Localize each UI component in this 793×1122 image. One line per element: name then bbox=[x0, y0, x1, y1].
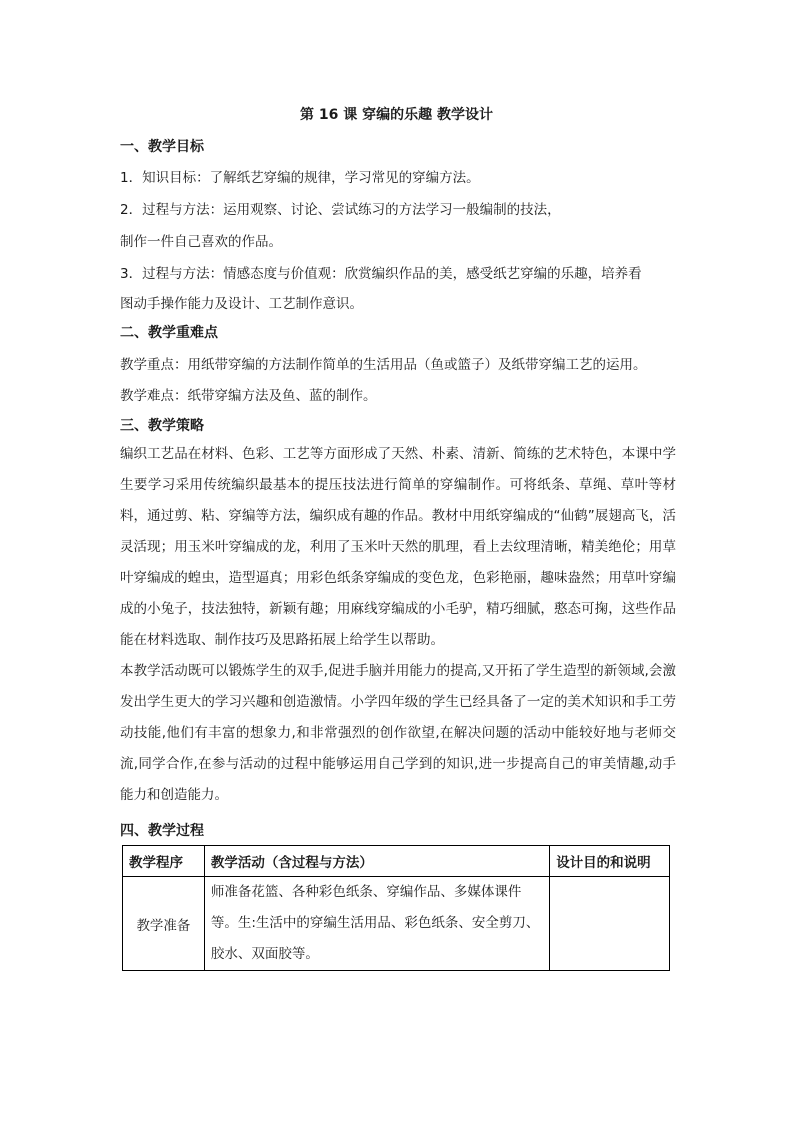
strategy-paragraph-1: 编织工艺品在材料、色彩、工艺等方面形成了天然、朴素、清新、简练的艺术特色，本课中学生要学习采用传统编织最基本的提压技法进行简单的穿编制作。可将纸条、草绳、草叶等材料，通过剪、粘、穿编等方法，编织成有趣的作品。教材中用纸穿编成的“仙鹤”展翅高飞，活灵活现；用玉米叶穿编成的龙，利用了玉米叶天然的肌理，看上去纹理清晰，精美绝伦；用草叶穿编成的蝗虫，造型逼真；用彩色纸条穿编成的变色龙，色彩艳丽，趣味盎然；用草叶穿编成的小兔子，技法独特，新颖有趣；用麻线穿编成的小毛驴，精巧细腻，憨态可掬，这些作品能在材料选取、制作技巧及思路拓展上给学生以帮助。 bbox=[120, 446, 676, 648]
section-heading-key-points: 二、教学重难点 bbox=[120, 325, 218, 341]
process-table bbox=[122, 845, 670, 971]
key-point-line: 教学重点：用纸带穿编的方法制作简单的生活用品（鱼或篮子）及纸带穿编工艺的运用。 bbox=[120, 357, 647, 373]
header-stage: 教学程序 bbox=[123, 846, 205, 877]
key-point-line: 教学难点：纸带穿编方法及鱼、蓝的制作。 bbox=[120, 388, 377, 404]
stage-cell: 教学准备 bbox=[123, 877, 205, 971]
goal-line: 1．知识目标：了解纸艺穿编的规律，学习常见的穿编方法。 bbox=[120, 170, 480, 186]
strategy-paragraph-2: 本教学活动既可以锻炼学生的双手,促进手脑并用能力的提高,又开拓了学生造型的新领域,会激发出学生更大的学习兴趣和创造激情。小学四年级的学生已经具备了一定的美术知识和手工劳动技能,他们有丰富的想象力,和非常强烈的创作欲望,在解决问题的活动中能较好地与老师交流,同学合作,在参与活动的过程中能够运用自己学到的知识,进一步提高自己的审美情趣,动手能力和创造能力。 bbox=[120, 663, 676, 803]
goal-line: 3．过程与方法：情感态度与价值观：欣赏编织作品的美，感受纸艺穿编的乐趣，培养看 bbox=[120, 266, 642, 282]
purpose-cell bbox=[550, 877, 670, 971]
document-title: 第 16 课 穿编的乐趣 教学设计 bbox=[300, 107, 493, 123]
section-heading-strategy: 三、教学策略 bbox=[120, 418, 204, 434]
header-activity: 教学活动（含过程与方法） bbox=[204, 846, 549, 877]
activity-cell: 师准备花篮、各种彩色纸条、穿编作品、多媒体课件等。生:生活中的穿编生活用品、彩色纸条、安全剪刀、胶水、双面胶等。 bbox=[204, 877, 549, 971]
goal-line: 2．过程与方法：运用观察、讨论、尝试练习的方法学习一般编制的技法， bbox=[120, 202, 561, 218]
table-row bbox=[123, 877, 670, 971]
goal-line: 图动手操作能力及设计、工艺制作意识。 bbox=[120, 296, 363, 312]
section-heading-goals: 一、教学目标 bbox=[120, 139, 204, 155]
table-header-row bbox=[123, 846, 670, 877]
goal-line: 制作一件自己喜欢的作品。 bbox=[120, 234, 282, 250]
section-heading-process: 四、教学过程 bbox=[120, 823, 204, 839]
header-purpose: 设计目的和说明 bbox=[550, 846, 670, 877]
